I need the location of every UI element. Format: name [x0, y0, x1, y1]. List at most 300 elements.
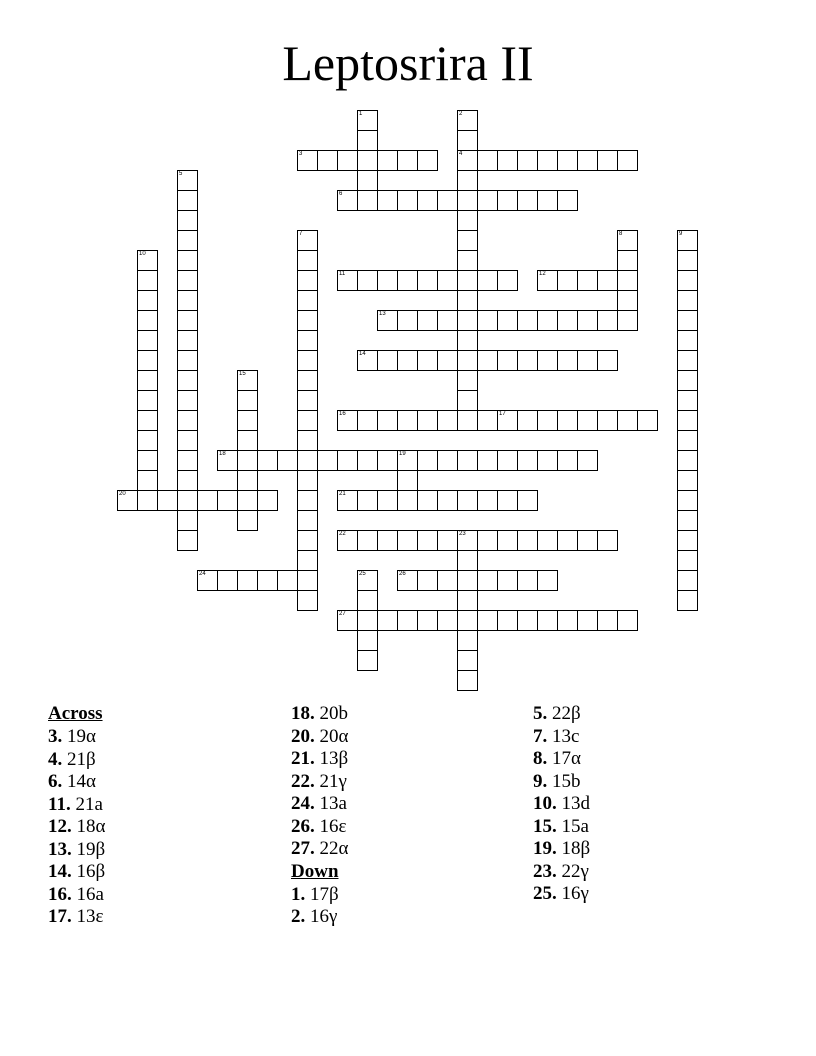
grid-cell[interactable] — [297, 410, 318, 431]
grid-cell[interactable] — [297, 230, 318, 251]
grid-cell[interactable] — [457, 270, 478, 291]
grid-cell[interactable] — [357, 650, 378, 671]
grid-cell[interactable] — [437, 570, 458, 591]
grid-cell[interactable] — [597, 530, 618, 551]
grid-cell[interactable] — [357, 630, 378, 651]
down-clue — [533, 748, 773, 771]
grid-cell[interactable] — [297, 270, 318, 291]
grid-cell[interactable] — [277, 570, 298, 591]
grid-cell[interactable] — [557, 310, 578, 331]
grid-cell[interactable] — [397, 190, 418, 211]
grid-cell[interactable] — [397, 270, 418, 291]
grid-cell[interactable] — [557, 350, 578, 371]
clue-text: 22β — [547, 703, 581, 724]
grid-cell[interactable] — [617, 270, 638, 291]
grid-cell[interactable] — [157, 490, 178, 511]
grid-cell[interactable] — [457, 370, 478, 391]
grid-cell[interactable] — [577, 530, 598, 551]
clue-number: 20. — [291, 725, 315, 747]
grid-cell[interactable] — [297, 150, 318, 171]
grid-cell[interactable] — [337, 610, 358, 631]
grid-cell[interactable] — [437, 610, 458, 631]
grid-cell[interactable] — [677, 530, 698, 551]
grid-cell[interactable] — [557, 190, 578, 211]
grid-cell[interactable] — [337, 450, 358, 471]
grid-cell[interactable] — [237, 510, 258, 531]
grid-cell[interactable] — [297, 310, 318, 331]
grid-cell[interactable] — [377, 150, 398, 171]
grid-cell[interactable] — [677, 230, 698, 251]
down-clue — [533, 703, 773, 726]
clue-text: 16β — [71, 861, 106, 882]
grid-cell[interactable] — [297, 570, 318, 591]
grid-cell[interactable] — [617, 230, 638, 251]
grid-cell[interactable] — [177, 350, 198, 371]
grid-cell[interactable] — [217, 450, 238, 471]
grid-cell[interactable] — [177, 170, 198, 191]
grid-cell[interactable] — [297, 530, 318, 551]
grid-cell[interactable] — [677, 370, 698, 391]
grid-cell[interactable] — [457, 130, 478, 151]
cell-number: 15 — [239, 371, 246, 377]
grid-cell[interactable] — [417, 570, 438, 591]
grid-cell[interactable] — [177, 290, 198, 311]
grid-cell[interactable] — [397, 530, 418, 551]
grid-cell[interactable] — [557, 270, 578, 291]
clue-number: 4. — [48, 748, 63, 770]
grid-cell[interactable] — [357, 110, 378, 131]
down-clue — [533, 883, 773, 906]
grid-cell[interactable] — [357, 350, 378, 371]
clue-text: 13ε — [71, 906, 104, 927]
cell-number: 21 — [339, 491, 346, 497]
grid-cell[interactable] — [437, 410, 458, 431]
grid-cell[interactable] — [477, 350, 498, 371]
cell-number: 4 — [459, 151, 463, 157]
grid-cell[interactable] — [177, 250, 198, 271]
grid-cell[interactable] — [617, 610, 638, 631]
grid-cell[interactable] — [577, 150, 598, 171]
grid-cell[interactable] — [177, 230, 198, 251]
grid-cell[interactable] — [137, 430, 158, 451]
grid-cell[interactable] — [577, 410, 598, 431]
grid-cell[interactable] — [457, 250, 478, 271]
grid-cell[interactable] — [137, 290, 158, 311]
grid-cell[interactable] — [237, 490, 258, 511]
grid-cell[interactable] — [677, 390, 698, 411]
grid-cell[interactable] — [477, 190, 498, 211]
grid-cell[interactable] — [177, 510, 198, 531]
grid-cell[interactable] — [537, 410, 558, 431]
grid-cell[interactable] — [177, 490, 198, 511]
grid-cell[interactable] — [557, 530, 578, 551]
grid-cell[interactable] — [617, 150, 638, 171]
grid-cell[interactable] — [457, 330, 478, 351]
grid-cell[interactable] — [217, 490, 238, 511]
clue-number: 15. — [533, 815, 557, 837]
grid-cell[interactable] — [457, 190, 478, 211]
clue-number: 1. — [291, 883, 306, 905]
grid-cell[interactable] — [577, 450, 598, 471]
grid-cell[interactable] — [357, 130, 378, 151]
grid-cell[interactable] — [517, 310, 538, 331]
grid-cell[interactable] — [537, 610, 558, 631]
grid-cell[interactable] — [297, 450, 318, 471]
grid-cell[interactable] — [357, 150, 378, 171]
grid-cell[interactable] — [417, 450, 438, 471]
grid-cell[interactable] — [597, 410, 618, 431]
grid-cell[interactable] — [137, 390, 158, 411]
grid-cell[interactable] — [177, 470, 198, 491]
grid-cell[interactable] — [177, 190, 198, 211]
grid-cell[interactable] — [337, 190, 358, 211]
grid-cell[interactable] — [177, 450, 198, 471]
grid-cell[interactable] — [537, 530, 558, 551]
grid-cell[interactable] — [437, 350, 458, 371]
grid-cell[interactable] — [577, 610, 598, 631]
grid-cell[interactable] — [237, 450, 258, 471]
grid-cell[interactable] — [397, 490, 418, 511]
grid-cell[interactable] — [517, 350, 538, 371]
grid-cell[interactable] — [557, 450, 578, 471]
grid-cell[interactable] — [437, 310, 458, 331]
across-heading: Across — [48, 703, 103, 724]
grid-cell[interactable] — [437, 450, 458, 471]
grid-cell[interactable] — [497, 530, 518, 551]
grid-cell[interactable] — [237, 370, 258, 391]
grid-cell[interactable] — [677, 330, 698, 351]
grid-cell[interactable] — [477, 410, 498, 431]
grid-cell[interactable] — [297, 390, 318, 411]
grid-cell[interactable] — [337, 410, 358, 431]
grid-cell[interactable] — [337, 270, 358, 291]
grid-cell[interactable] — [417, 310, 438, 331]
grid-cell[interactable] — [677, 430, 698, 451]
grid-cell[interactable] — [357, 410, 378, 431]
grid-cell[interactable] — [497, 450, 518, 471]
clue-text: 13c — [547, 725, 580, 747]
grid-cell[interactable] — [617, 310, 638, 331]
grid-cell[interactable] — [257, 450, 278, 471]
grid-cell[interactable] — [397, 310, 418, 331]
grid-cell[interactable] — [597, 610, 618, 631]
grid-cell[interactable] — [377, 450, 398, 471]
grid-cell[interactable] — [517, 530, 538, 551]
grid-cell[interactable] — [397, 410, 418, 431]
across-clue — [48, 816, 288, 839]
grid-cell[interactable] — [417, 150, 438, 171]
grid-cell[interactable] — [457, 590, 478, 611]
grid-cell[interactable] — [317, 150, 338, 171]
grid-cell[interactable] — [137, 310, 158, 331]
clue-number: 5. — [533, 703, 548, 724]
grid-cell[interactable] — [477, 610, 498, 631]
grid-cell[interactable] — [297, 290, 318, 311]
grid-cell[interactable] — [297, 250, 318, 271]
grid-cell[interactable] — [457, 530, 478, 551]
grid-cell[interactable] — [197, 570, 218, 591]
grid-cell[interactable] — [337, 530, 358, 551]
grid-cell[interactable] — [137, 470, 158, 491]
grid-cell[interactable] — [557, 410, 578, 431]
grid-cell[interactable] — [437, 270, 458, 291]
grid-cell[interactable] — [237, 470, 258, 491]
grid-cell[interactable] — [677, 310, 698, 331]
grid-cell[interactable] — [357, 570, 378, 591]
grid-cell[interactable] — [557, 150, 578, 171]
grid-cell[interactable] — [677, 250, 698, 271]
grid-cell[interactable] — [177, 410, 198, 431]
grid-cell[interactable] — [297, 510, 318, 531]
grid-cell[interactable] — [397, 150, 418, 171]
grid-cell[interactable] — [537, 570, 558, 591]
grid-cell[interactable] — [537, 190, 558, 211]
grid-cell[interactable] — [237, 390, 258, 411]
grid-cell[interactable] — [457, 490, 478, 511]
cell-number: 17 — [499, 411, 506, 417]
grid-cell[interactable] — [497, 150, 518, 171]
grid-cell[interactable] — [417, 270, 438, 291]
clue-text: 22γ — [556, 860, 589, 882]
grid-cell[interactable] — [497, 570, 518, 591]
grid-cell[interactable] — [457, 150, 478, 171]
grid-cell[interactable] — [457, 550, 478, 571]
grid-cell[interactable] — [437, 190, 458, 211]
cell-number: 27 — [339, 611, 346, 617]
grid-cell[interactable] — [377, 610, 398, 631]
grid-cell[interactable] — [317, 450, 338, 471]
grid-cell[interactable] — [577, 310, 598, 331]
down-clue — [533, 793, 773, 816]
grid-cell[interactable] — [137, 490, 158, 511]
grid-cell[interactable] — [197, 490, 218, 511]
grid-cell[interactable] — [457, 350, 478, 371]
grid-cell[interactable] — [457, 230, 478, 251]
grid-cell[interactable] — [137, 250, 158, 271]
grid-cell[interactable] — [677, 450, 698, 471]
grid-cell[interactable] — [677, 290, 698, 311]
grid-cell[interactable] — [297, 550, 318, 571]
grid-cell[interactable] — [297, 590, 318, 611]
grid-cell[interactable] — [677, 410, 698, 431]
puzzle-title: Leptosrira II — [282, 35, 534, 91]
grid-cell[interactable] — [397, 610, 418, 631]
grid-cell[interactable] — [597, 350, 618, 371]
grid-cell[interactable] — [337, 490, 358, 511]
grid-cell[interactable] — [417, 190, 438, 211]
grid-cell[interactable] — [177, 210, 198, 231]
grid-cell[interactable] — [677, 550, 698, 571]
grid-cell[interactable] — [177, 370, 198, 391]
grid-cell[interactable] — [297, 370, 318, 391]
grid-cell[interactable] — [497, 410, 518, 431]
grid-cell[interactable] — [377, 530, 398, 551]
grid-cell[interactable] — [377, 410, 398, 431]
grid-cell[interactable] — [457, 310, 478, 331]
cell-number: 26 — [399, 571, 406, 577]
grid-cell[interactable] — [297, 470, 318, 491]
grid-cell[interactable] — [517, 570, 538, 591]
grid-cell[interactable] — [417, 410, 438, 431]
grid-cell[interactable] — [477, 150, 498, 171]
grid-cell[interactable] — [457, 610, 478, 631]
grid-cell[interactable] — [617, 290, 638, 311]
grid-cell[interactable] — [677, 510, 698, 531]
grid-cell[interactable] — [677, 570, 698, 591]
grid-cell[interactable] — [137, 410, 158, 431]
grid-cell[interactable] — [357, 270, 378, 291]
grid-cell[interactable] — [617, 410, 638, 431]
grid-cell[interactable] — [497, 270, 518, 291]
grid-cell[interactable] — [637, 410, 658, 431]
clue-text: 19β — [71, 838, 106, 860]
grid-cell[interactable] — [457, 210, 478, 231]
grid-cell[interactable] — [377, 270, 398, 291]
grid-cell[interactable] — [597, 270, 618, 291]
clue-text: 17β — [305, 883, 339, 905]
grid-cell[interactable] — [257, 570, 278, 591]
grid-cell[interactable] — [457, 630, 478, 651]
grid-cell[interactable] — [117, 490, 138, 511]
grid-cell[interactable] — [537, 310, 558, 331]
grid-cell[interactable] — [357, 170, 378, 191]
grid-cell[interactable] — [177, 430, 198, 451]
grid-cell[interactable] — [357, 490, 378, 511]
clue-number: 6. — [48, 771, 63, 792]
grid-cell[interactable] — [457, 570, 478, 591]
grid-cell[interactable] — [377, 490, 398, 511]
grid-cell[interactable] — [517, 490, 538, 511]
grid-cell[interactable] — [537, 350, 558, 371]
grid-cell[interactable] — [477, 570, 498, 591]
grid-cell[interactable] — [237, 430, 258, 451]
grid-cell[interactable] — [357, 530, 378, 551]
grid-cell[interactable] — [457, 170, 478, 191]
grid-cell[interactable] — [457, 410, 478, 431]
grid-cell[interactable] — [177, 390, 198, 411]
cell-number: 13 — [379, 311, 386, 317]
grid-cell[interactable] — [677, 350, 698, 371]
grid-cell[interactable] — [517, 150, 538, 171]
clue-number: 8. — [533, 748, 548, 769]
grid-cell[interactable] — [177, 330, 198, 351]
grid-cell[interactable] — [577, 270, 598, 291]
grid-cell[interactable] — [357, 610, 378, 631]
grid-cell[interactable] — [497, 350, 518, 371]
grid-cell[interactable] — [497, 610, 518, 631]
grid-cell[interactable] — [297, 350, 318, 371]
cell-number: 19 — [399, 451, 406, 457]
grid-cell[interactable] — [517, 410, 538, 431]
grid-cell[interactable] — [137, 370, 158, 391]
grid-cell[interactable] — [177, 530, 198, 551]
grid-cell[interactable] — [417, 530, 438, 551]
grid-cell[interactable] — [357, 590, 378, 611]
grid-cell[interactable] — [277, 450, 298, 471]
grid-cell[interactable] — [377, 350, 398, 371]
grid-cell[interactable] — [357, 190, 378, 211]
grid-cell[interactable] — [457, 290, 478, 311]
grid-cell[interactable] — [477, 310, 498, 331]
grid-cell[interactable] — [677, 490, 698, 511]
grid-cell[interactable] — [177, 270, 198, 291]
grid-cell[interactable] — [477, 270, 498, 291]
grid-cell[interactable] — [577, 350, 598, 371]
grid-cell[interactable] — [137, 450, 158, 471]
grid-cell[interactable] — [397, 570, 418, 591]
grid-cell[interactable] — [377, 190, 398, 211]
grid-cell[interactable] — [397, 470, 418, 491]
grid-cell[interactable] — [437, 530, 458, 551]
grid-cell[interactable] — [617, 250, 638, 271]
grid-cell[interactable] — [137, 330, 158, 351]
grid-cell[interactable] — [137, 350, 158, 371]
grid-cell[interactable] — [237, 410, 258, 431]
grid-cell[interactable] — [537, 270, 558, 291]
grid-cell[interactable] — [337, 150, 358, 171]
grid-cell[interactable] — [417, 490, 438, 511]
grid-cell[interactable] — [397, 450, 418, 471]
grid-cell[interactable] — [357, 450, 378, 471]
grid-cell[interactable] — [517, 190, 538, 211]
grid-cell[interactable] — [677, 590, 698, 611]
grid-cell[interactable] — [497, 190, 518, 211]
grid-cell[interactable] — [217, 570, 238, 591]
grid-cell[interactable] — [457, 390, 478, 411]
grid-cell[interactable] — [417, 610, 438, 631]
grid-cell[interactable] — [257, 490, 278, 511]
grid-cell[interactable] — [457, 450, 478, 471]
grid-cell[interactable] — [537, 450, 558, 471]
clue-text: 16γ — [556, 883, 589, 904]
grid-cell[interactable] — [237, 570, 258, 591]
grid-cell[interactable] — [417, 350, 438, 371]
grid-cell[interactable] — [177, 310, 198, 331]
grid-cell[interactable] — [477, 450, 498, 471]
grid-cell[interactable] — [477, 530, 498, 551]
grid-cell[interactable] — [377, 310, 398, 331]
grid-cell[interactable] — [537, 150, 558, 171]
down-clue — [533, 816, 773, 839]
grid-cell[interactable] — [677, 270, 698, 291]
cell-number: 6 — [339, 191, 343, 197]
down-clue — [533, 838, 773, 861]
across-clue — [291, 726, 531, 749]
grid-cell[interactable] — [477, 490, 498, 511]
clue-number: 23. — [533, 860, 557, 882]
cell-number: 23 — [459, 531, 466, 537]
grid-cell[interactable] — [457, 670, 478, 691]
clue-number: 25. — [533, 883, 557, 904]
grid-cell[interactable] — [517, 450, 538, 471]
grid-cell[interactable] — [677, 470, 698, 491]
grid-cell[interactable] — [297, 430, 318, 451]
grid-cell[interactable] — [397, 350, 418, 371]
grid-cell[interactable] — [437, 490, 458, 511]
grid-cell[interactable] — [557, 610, 578, 631]
grid-cell[interactable] — [297, 490, 318, 511]
grid-cell[interactable] — [297, 330, 318, 351]
grid-cell[interactable] — [457, 650, 478, 671]
grid-cell[interactable] — [597, 310, 618, 331]
grid-cell[interactable] — [517, 610, 538, 631]
cell-number: 12 — [539, 271, 546, 277]
grid-cell[interactable] — [497, 310, 518, 331]
grid-cell[interactable] — [597, 150, 618, 171]
grid-cell[interactable] — [457, 110, 478, 131]
grid-cell[interactable] — [497, 490, 518, 511]
grid-cell[interactable] — [137, 270, 158, 291]
